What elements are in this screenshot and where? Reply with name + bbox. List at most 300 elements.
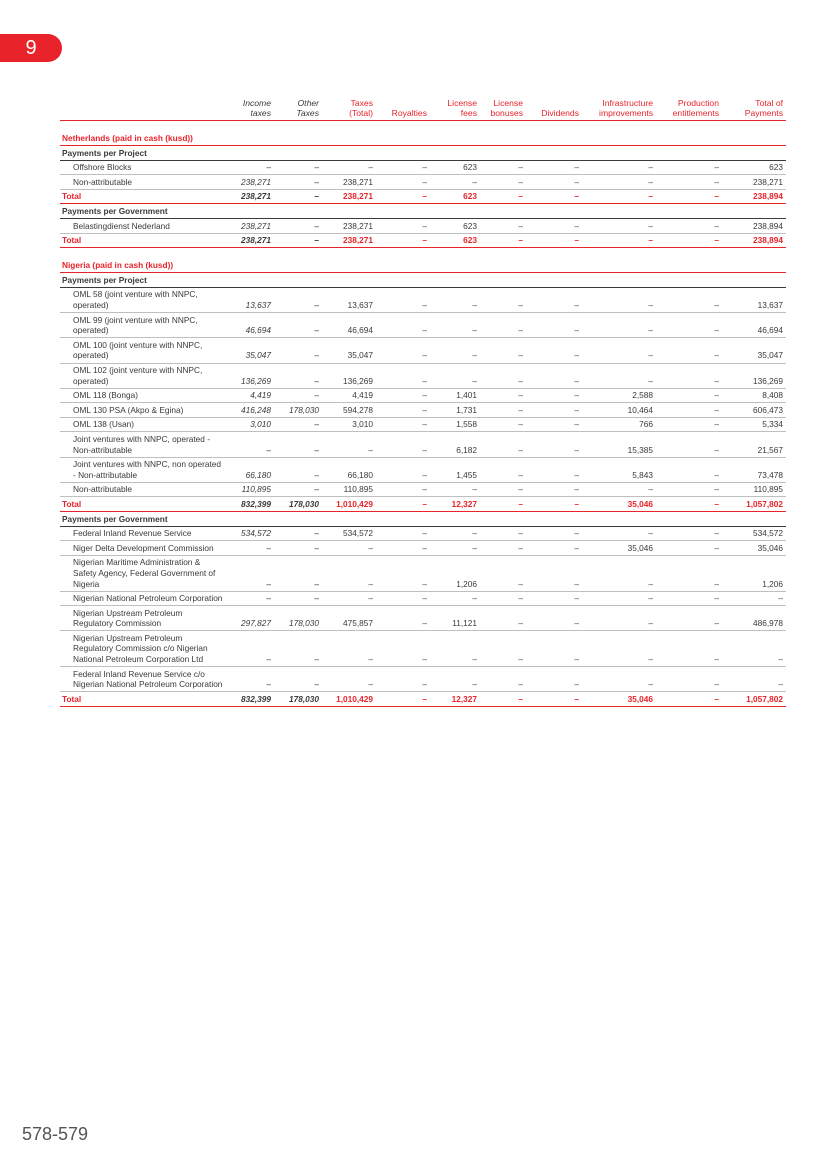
table-row <box>60 457 786 482</box>
cell-license-fees: 1,401 <box>430 388 480 403</box>
cell-license-bonuses: – <box>480 233 526 248</box>
cell-license-bonuses: – <box>480 541 526 556</box>
cell-dividends: – <box>526 219 582 234</box>
row-label: OML 130 PSA (Akpo & Egina) <box>60 403 226 418</box>
cell-total-of-payments: 606,473 <box>722 403 786 418</box>
group-title-row <box>60 512 786 527</box>
cell-other-taxes: – <box>274 388 322 403</box>
cell-license-bonuses: – <box>480 219 526 234</box>
group-title: Payments per Project <box>60 146 786 161</box>
group-title: Payments per Government <box>60 204 786 219</box>
cell-license-fees: 623 <box>430 160 480 175</box>
cell-production-entitlements: – <box>656 388 722 403</box>
header-total-of-payments: Total of Payments <box>722 96 786 121</box>
cell-royalties: – <box>376 497 430 512</box>
cell-infrastructure-improvements: 5,843 <box>582 457 656 482</box>
section-title: Netherlands (paid in cash (kusd)) <box>60 121 786 146</box>
cell-license-bonuses: – <box>480 388 526 403</box>
cell-production-entitlements: – <box>656 541 722 556</box>
cell-royalties: – <box>376 287 430 312</box>
cell-license-bonuses: – <box>480 631 526 667</box>
row-label: OML 58 (joint venture with NNPC, operated) <box>60 287 226 312</box>
cell-infrastructure-improvements: – <box>582 287 656 312</box>
cell-total-of-payments: – <box>722 631 786 667</box>
table-row <box>60 541 786 556</box>
cell-license-bonuses: – <box>480 606 526 631</box>
cell-taxes-total: 3,010 <box>322 417 376 432</box>
cell-production-entitlements: – <box>656 667 722 692</box>
cell-license-bonuses: – <box>480 692 526 707</box>
total-row <box>60 189 786 204</box>
cell-license-fees: – <box>430 591 480 606</box>
cell-dividends: – <box>526 631 582 667</box>
cell-infrastructure-improvements: – <box>582 606 656 631</box>
cell-license-bonuses: – <box>480 482 526 497</box>
cell-other-taxes: – <box>274 526 322 541</box>
cell-license-fees: – <box>430 631 480 667</box>
cell-infrastructure-improvements: – <box>582 363 656 388</box>
cell-license-fees: 623 <box>430 219 480 234</box>
cell-total-of-payments: 136,269 <box>722 363 786 388</box>
group-title: Payments per Project <box>60 273 786 288</box>
cell-other-taxes: – <box>274 591 322 606</box>
table-row <box>60 631 786 667</box>
row-label: Nigerian Upstream Petroleum Regulatory Commission <box>60 606 226 631</box>
cell-license-bonuses: – <box>480 457 526 482</box>
cell-taxes-total: 594,278 <box>322 403 376 418</box>
cell-income-taxes: 238,271 <box>226 189 274 204</box>
cell-income-taxes: – <box>226 432 274 457</box>
cell-other-taxes: – <box>274 541 322 556</box>
cell-income-taxes: 534,572 <box>226 526 274 541</box>
cell-dividends: – <box>526 338 582 363</box>
cell-production-entitlements: – <box>656 175 722 190</box>
cell-royalties: – <box>376 667 430 692</box>
cell-income-taxes: 238,271 <box>226 233 274 248</box>
cell-income-taxes: 66,180 <box>226 457 274 482</box>
cell-total-of-payments: 238,894 <box>722 233 786 248</box>
cell-dividends: – <box>526 457 582 482</box>
cell-royalties: – <box>376 160 430 175</box>
cell-infrastructure-improvements: – <box>582 482 656 497</box>
cell-infrastructure-improvements: – <box>582 526 656 541</box>
cell-production-entitlements: – <box>656 338 722 363</box>
cell-taxes-total: 13,637 <box>322 287 376 312</box>
cell-production-entitlements: – <box>656 313 722 338</box>
cell-royalties: – <box>376 417 430 432</box>
cell-license-fees: – <box>430 482 480 497</box>
cell-dividends: – <box>526 363 582 388</box>
cell-income-taxes: – <box>226 591 274 606</box>
row-label: Federal Inland Revenue Service <box>60 526 226 541</box>
header-license-fees: License fees <box>430 96 480 121</box>
cell-total-of-payments: 534,572 <box>722 526 786 541</box>
cell-production-entitlements: – <box>656 591 722 606</box>
cell-dividends: – <box>526 313 582 338</box>
payments-table <box>60 96 786 707</box>
cell-license-fees: – <box>430 287 480 312</box>
total-label: Total <box>60 692 226 707</box>
cell-other-taxes: 178,030 <box>274 403 322 418</box>
cell-dividends: – <box>526 160 582 175</box>
cell-license-bonuses: – <box>480 338 526 363</box>
cell-license-fees: 623 <box>430 189 480 204</box>
cell-production-entitlements: – <box>656 403 722 418</box>
cell-dividends: – <box>526 287 582 312</box>
cell-license-fees: 6,182 <box>430 432 480 457</box>
section-title: Nigeria (paid in cash (kusd)) <box>60 248 786 273</box>
row-label: OML 100 (joint venture with NNPC, operated) <box>60 338 226 363</box>
cell-production-entitlements: – <box>656 432 722 457</box>
cell-production-entitlements: – <box>656 631 722 667</box>
group-title: Payments per Government <box>60 512 786 527</box>
group-title-row <box>60 146 786 161</box>
cell-production-entitlements: – <box>656 233 722 248</box>
group-title-row <box>60 204 786 219</box>
cell-infrastructure-improvements: 2,588 <box>582 388 656 403</box>
cell-license-bonuses: – <box>480 189 526 204</box>
header-income-taxes: Income taxes <box>226 96 274 121</box>
total-label: Total <box>60 497 226 512</box>
cell-total-of-payments: 238,894 <box>722 219 786 234</box>
cell-infrastructure-improvements: – <box>582 189 656 204</box>
cell-income-taxes: – <box>226 555 274 591</box>
cell-other-taxes: – <box>274 667 322 692</box>
cell-license-fees: 1,558 <box>430 417 480 432</box>
cell-income-taxes: 13,637 <box>226 287 274 312</box>
cell-taxes-total: 1,010,429 <box>322 692 376 707</box>
cell-dividends: – <box>526 175 582 190</box>
cell-total-of-payments: 73,478 <box>722 457 786 482</box>
cell-total-of-payments: – <box>722 591 786 606</box>
cell-dividends: – <box>526 233 582 248</box>
cell-dividends: – <box>526 432 582 457</box>
cell-infrastructure-improvements: 35,046 <box>582 497 656 512</box>
cell-royalties: – <box>376 313 430 338</box>
cell-license-bonuses: – <box>480 417 526 432</box>
cell-other-taxes: – <box>274 189 322 204</box>
cell-royalties: – <box>376 591 430 606</box>
cell-royalties: – <box>376 692 430 707</box>
cell-other-taxes: – <box>274 631 322 667</box>
cell-production-entitlements: – <box>656 555 722 591</box>
cell-other-taxes: 178,030 <box>274 692 322 707</box>
row-label: Federal Inland Revenue Service c/o Nigerian National Petroleum Corporation <box>60 667 226 692</box>
table-row <box>60 338 786 363</box>
cell-license-bonuses: – <box>480 432 526 457</box>
header-taxes-total: Taxes (Total) <box>322 96 376 121</box>
table-row <box>60 160 786 175</box>
cell-other-taxes: – <box>274 363 322 388</box>
cell-other-taxes: – <box>274 432 322 457</box>
cell-dividends: – <box>526 403 582 418</box>
cell-royalties: – <box>376 403 430 418</box>
cell-taxes-total: – <box>322 432 376 457</box>
table-row <box>60 388 786 403</box>
table-row <box>60 606 786 631</box>
row-label: OML 138 (Usan) <box>60 417 226 432</box>
cell-license-bonuses: – <box>480 497 526 512</box>
cell-taxes-total: 136,269 <box>322 363 376 388</box>
cell-infrastructure-improvements: – <box>582 219 656 234</box>
cell-royalties: – <box>376 175 430 190</box>
cell-other-taxes: – <box>274 555 322 591</box>
cell-other-taxes: – <box>274 287 322 312</box>
cell-income-taxes: 238,271 <box>226 219 274 234</box>
cell-license-fees: – <box>430 313 480 338</box>
cell-taxes-total: 66,180 <box>322 457 376 482</box>
cell-dividends: – <box>526 555 582 591</box>
total-row <box>60 233 786 248</box>
cell-total-of-payments: 1,057,802 <box>722 497 786 512</box>
cell-taxes-total: 238,271 <box>322 219 376 234</box>
cell-production-entitlements: – <box>656 457 722 482</box>
table-row <box>60 591 786 606</box>
cell-income-taxes: 3,010 <box>226 417 274 432</box>
cell-dividends: – <box>526 692 582 707</box>
cell-income-taxes: 416,248 <box>226 403 274 418</box>
cell-dividends: – <box>526 388 582 403</box>
cell-other-taxes: – <box>274 338 322 363</box>
cell-total-of-payments: 238,894 <box>722 189 786 204</box>
cell-production-entitlements: – <box>656 482 722 497</box>
cell-income-taxes: – <box>226 667 274 692</box>
cell-infrastructure-improvements: – <box>582 233 656 248</box>
cell-infrastructure-improvements: 10,464 <box>582 403 656 418</box>
cell-total-of-payments: 13,637 <box>722 287 786 312</box>
cell-income-taxes: 297,827 <box>226 606 274 631</box>
cell-license-fees: 623 <box>430 233 480 248</box>
cell-total-of-payments: 35,046 <box>722 541 786 556</box>
cell-other-taxes: – <box>274 457 322 482</box>
cell-license-fees: 1,731 <box>430 403 480 418</box>
cell-royalties: – <box>376 482 430 497</box>
cell-other-taxes: – <box>274 417 322 432</box>
cell-taxes-total: 4,419 <box>322 388 376 403</box>
cell-dividends: – <box>526 526 582 541</box>
cell-taxes-total: – <box>322 667 376 692</box>
cell-income-taxes: 136,269 <box>226 363 274 388</box>
cell-license-bonuses: – <box>480 160 526 175</box>
header-label-column <box>60 96 226 121</box>
cell-taxes-total: 46,694 <box>322 313 376 338</box>
cell-taxes-total: – <box>322 591 376 606</box>
cell-infrastructure-improvements: 766 <box>582 417 656 432</box>
cell-dividends: – <box>526 591 582 606</box>
cell-production-entitlements: – <box>656 189 722 204</box>
cell-infrastructure-improvements: – <box>582 160 656 175</box>
cell-license-fees: 1,206 <box>430 555 480 591</box>
page-number: 578-579 <box>22 1124 89 1144</box>
header-dividends: Dividends <box>526 96 582 121</box>
cell-income-taxes: 832,399 <box>226 692 274 707</box>
cell-other-taxes: – <box>274 175 322 190</box>
cell-total-of-payments: 8,408 <box>722 388 786 403</box>
cell-other-taxes: 178,030 <box>274 497 322 512</box>
cell-license-bonuses: – <box>480 667 526 692</box>
cell-dividends: – <box>526 417 582 432</box>
table-body <box>60 121 786 707</box>
row-label: Joint ventures with NNPC, operated - Non-attributable <box>60 432 226 457</box>
row-label: Niger Delta Development Commission <box>60 541 226 556</box>
cell-taxes-total: – <box>322 555 376 591</box>
cell-total-of-payments: 1,057,802 <box>722 692 786 707</box>
row-label: Nigerian Upstream Petroleum Regulatory Commission c/o Nigerian National Petroleum Corporation Ltd <box>60 631 226 667</box>
table-row <box>60 287 786 312</box>
cell-production-entitlements: – <box>656 497 722 512</box>
cell-total-of-payments: 623 <box>722 160 786 175</box>
cell-total-of-payments: 5,334 <box>722 417 786 432</box>
total-row <box>60 497 786 512</box>
cell-license-bonuses: – <box>480 403 526 418</box>
cell-dividends: – <box>526 541 582 556</box>
cell-license-fees: – <box>430 541 480 556</box>
cell-other-taxes: – <box>274 160 322 175</box>
cell-production-entitlements: – <box>656 692 722 707</box>
cell-taxes-total: 35,047 <box>322 338 376 363</box>
header-production-entitlements: Production entitlements <box>656 96 722 121</box>
table-row <box>60 526 786 541</box>
cell-income-taxes: – <box>226 541 274 556</box>
cell-other-taxes: – <box>274 313 322 338</box>
cell-license-bonuses: – <box>480 313 526 338</box>
cell-production-entitlements: – <box>656 417 722 432</box>
cell-license-fees: 12,327 <box>430 692 480 707</box>
cell-license-fees: – <box>430 338 480 363</box>
chapter-tab: 9 <box>0 34 62 62</box>
cell-license-fees: – <box>430 363 480 388</box>
table-row <box>60 313 786 338</box>
row-label: Offshore Blocks <box>60 160 226 175</box>
cell-infrastructure-improvements: – <box>582 667 656 692</box>
cell-license-bonuses: – <box>480 555 526 591</box>
cell-total-of-payments: 110,895 <box>722 482 786 497</box>
cell-royalties: – <box>376 541 430 556</box>
table-row <box>60 482 786 497</box>
table-row <box>60 432 786 457</box>
cell-income-taxes: 832,399 <box>226 497 274 512</box>
cell-dividends: – <box>526 189 582 204</box>
cell-production-entitlements: – <box>656 606 722 631</box>
cell-other-taxes: 178,030 <box>274 606 322 631</box>
header-royalties: Royalties <box>376 96 430 121</box>
cell-taxes-total: 475,857 <box>322 606 376 631</box>
row-label: Belastingdienst Nederland <box>60 219 226 234</box>
cell-infrastructure-improvements: – <box>582 338 656 363</box>
cell-income-taxes: 4,419 <box>226 388 274 403</box>
cell-royalties: – <box>376 233 430 248</box>
cell-license-bonuses: – <box>480 363 526 388</box>
cell-license-bonuses: – <box>480 591 526 606</box>
table-row <box>60 555 786 591</box>
cell-royalties: – <box>376 388 430 403</box>
cell-other-taxes: – <box>274 482 322 497</box>
cell-taxes-total: 534,572 <box>322 526 376 541</box>
cell-taxes-total: 1,010,429 <box>322 497 376 512</box>
cell-license-bonuses: – <box>480 287 526 312</box>
cell-taxes-total: – <box>322 160 376 175</box>
table-row <box>60 667 786 692</box>
header-row <box>60 96 786 121</box>
total-row <box>60 692 786 707</box>
cell-total-of-payments: 46,694 <box>722 313 786 338</box>
row-label: OML 118 (Bonga) <box>60 388 226 403</box>
cell-infrastructure-improvements: 35,046 <box>582 692 656 707</box>
cell-license-fees: 1,455 <box>430 457 480 482</box>
cell-income-taxes: 35,047 <box>226 338 274 363</box>
row-label: OML 102 (joint venture with NNPC, operated) <box>60 363 226 388</box>
cell-infrastructure-improvements: – <box>582 591 656 606</box>
cell-dividends: – <box>526 497 582 512</box>
cell-income-taxes: – <box>226 631 274 667</box>
cell-other-taxes: – <box>274 219 322 234</box>
cell-production-entitlements: – <box>656 219 722 234</box>
cell-total-of-payments: 486,978 <box>722 606 786 631</box>
cell-license-fees: – <box>430 175 480 190</box>
cell-infrastructure-improvements: 15,385 <box>582 432 656 457</box>
cell-royalties: – <box>376 526 430 541</box>
row-label: Joint ventures with NNPC, non operated - Non-attributable <box>60 457 226 482</box>
cell-license-fees: 11,121 <box>430 606 480 631</box>
cell-license-fees: – <box>430 667 480 692</box>
cell-royalties: – <box>376 555 430 591</box>
cell-production-entitlements: – <box>656 526 722 541</box>
cell-infrastructure-improvements: – <box>582 313 656 338</box>
section-title-row <box>60 248 786 273</box>
header-other-taxes: Other Taxes <box>274 96 322 121</box>
total-label: Total <box>60 189 226 204</box>
cell-total-of-payments: 238,271 <box>722 175 786 190</box>
cell-infrastructure-improvements: – <box>582 555 656 591</box>
table-row <box>60 403 786 418</box>
cell-income-taxes: 46,694 <box>226 313 274 338</box>
cell-license-fees: 12,327 <box>430 497 480 512</box>
cell-total-of-payments: 21,567 <box>722 432 786 457</box>
row-label: OML 99 (joint venture with NNPC, operated) <box>60 313 226 338</box>
cell-income-taxes: 238,271 <box>226 175 274 190</box>
header-license-bonuses: License bonuses <box>480 96 526 121</box>
cell-taxes-total: 110,895 <box>322 482 376 497</box>
cell-royalties: – <box>376 189 430 204</box>
cell-production-entitlements: – <box>656 363 722 388</box>
table-row <box>60 363 786 388</box>
cell-production-entitlements: – <box>656 160 722 175</box>
cell-royalties: – <box>376 432 430 457</box>
table-row <box>60 219 786 234</box>
table-row <box>60 417 786 432</box>
cell-total-of-payments: – <box>722 667 786 692</box>
cell-infrastructure-improvements: 35,046 <box>582 541 656 556</box>
total-label: Total <box>60 233 226 248</box>
cell-license-bonuses: – <box>480 175 526 190</box>
cell-royalties: – <box>376 606 430 631</box>
table-row <box>60 175 786 190</box>
cell-royalties: – <box>376 363 430 388</box>
cell-royalties: – <box>376 338 430 363</box>
cell-taxes-total: – <box>322 541 376 556</box>
cell-taxes-total: 238,271 <box>322 175 376 190</box>
cell-taxes-total: – <box>322 631 376 667</box>
cell-royalties: – <box>376 631 430 667</box>
cell-royalties: – <box>376 457 430 482</box>
cell-total-of-payments: 35,047 <box>722 338 786 363</box>
cell-taxes-total: 238,271 <box>322 189 376 204</box>
cell-other-taxes: – <box>274 233 322 248</box>
cell-infrastructure-improvements: – <box>582 631 656 667</box>
section-title-row <box>60 121 786 146</box>
cell-royalties: – <box>376 219 430 234</box>
row-label: Nigerian National Petroleum Corporation <box>60 591 226 606</box>
